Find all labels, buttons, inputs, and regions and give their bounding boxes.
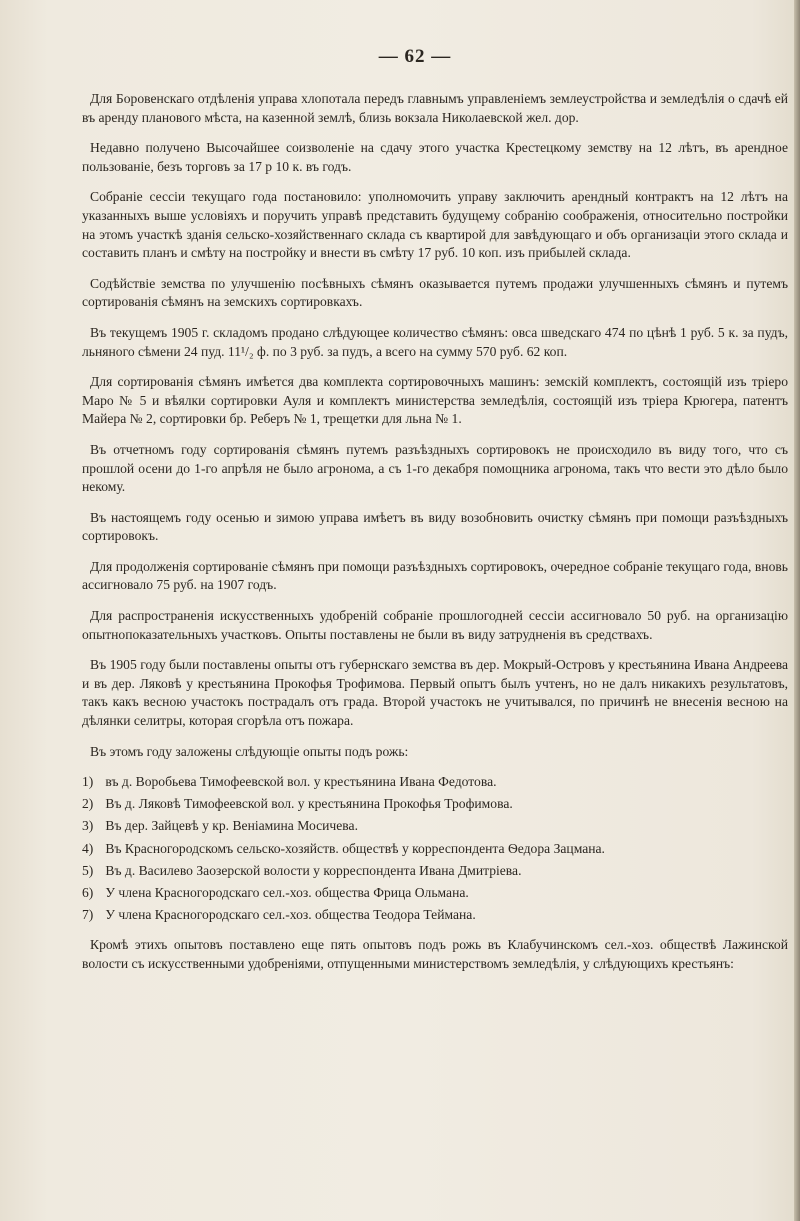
list-item [82,817,788,836]
list-item-number: 3) [82,818,94,834]
paragraph: Въ 1905 году были поставлены опыты отъ губернскаго земства въ дер. Мокрый-Островъ у крестьянина Ивана Андреева и въ дер. Ляковѣ у крестьянина Прокофья Трофимова. Первый опытъ былъ учтенъ, но не далъ никакихъ результатовъ, такъ какъ весною участокъ пострадалъ отъ града. Второй участокъ не учитывался, по причинѣ не внесенія весною на дѣлянки селитры, которая сгорѣла отъ пожара. [82,657,788,729]
list-item [82,906,788,925]
paragraph: Для Боровенскаго отдѣленія управа хлопотала передъ главнымъ управленіемъ землеустройства и земледѣлія о сдачѣ ей въ аренду планового мѣста, на казенной землѣ, близь вокзала Николаевской жел. дор. [82,91,788,125]
paragraph: Для сортированія сѣмянъ имѣется два комплекта сортировочныхъ машинъ: земскій комплектъ, состоящій изъ тріеро Маро № 5 и вѣялки сортировки Ауля и комплектъ министерства земледѣлія, состоящій изъ тріера Крюгера, патентъ Майера № 2, сортировки бр. Реберъ № 1, трещетки для льна № 1. [82,374,788,427]
paragraph: Недавно получено Высочайшее соизволеніе на сдачу этого участка Крестецкому земству на 12 лѣтъ, въ арендное пользованіе, безъ торговъ за 17 р 10 к. въ годъ. [82,140,788,174]
list-item-text: въ д. Воробьева Тимофеевской вол. у крестьянина Ивана Федотова. [105,774,497,790]
list-item-text: Въ дер. Зайцевѣ у кр. Веніамина Мосичева. [105,818,358,834]
list-item-number: 1) [82,774,94,790]
list-item-text: Въ д. Ляковѣ Тимофеевской вол. у крестьянина Прокофья Трофимова. [105,796,513,812]
list-item [82,884,788,903]
list-item-number: 2) [82,796,94,812]
list-item-number: 7) [82,906,94,922]
paragraph: Содѣйствіе земства по улучшенію посѣвныхъ сѣмянъ оказывается путемъ продажи улучшенныхъ сѣмянъ и путемъ сортированія сѣмянъ на земскихъ сортировкахъ. [82,275,788,310]
list-item-text: У члена Красногородскаго сел.-хоз. общества Фрица Ольмана. [105,884,469,900]
list-item-text: Въ Красногородскомъ сельско-хозяйств. обществѣ у корреспондента Ѳедора Зацмана. [105,840,605,856]
list-item-number: 6) [82,884,94,900]
list-item [82,862,788,881]
paragraph: Для распространенія искусственныхъ удобреній собраніе прошлогодней сессіи ассигновало 50 руб. на организацію опытнопоказательныхъ участковъ. Опыты поставлены не были въ виду затрудненія въ средствахъ. [82,608,788,642]
list-item [82,795,788,814]
paragraph: Въ этомъ году заложены слѣдующіе опыты подъ рожь: [90,743,409,759]
paragraph: Въ текущемъ 1905 г. складомъ продано слѣдующее количество сѣмянъ: овса шведскаго 474 по цѣнѣ 1 руб. 5 к. за пудъ, льняного сѣмени 24 пуд. 11¹/₂ ф. по 3 руб. за пудъ, а всего на сумму 570 руб. 62 коп. [82,324,788,359]
paragraph: Въ настоящемъ году осенью и зимою управа имѣетъ въ виду возобновить очистку сѣмянъ при помощи разъѣздныхъ сортировокъ. [82,509,788,544]
list-item-text: Въ д. Василево Заозерской волости у корреспондента Ивана Дмитріева. [105,862,522,878]
page-number: — 62 — [378,46,452,67]
page-edge [794,0,800,1221]
paragraph: Въ отчетномъ году сортированія сѣмянъ путемъ разъѣздныхъ сортировокъ не происходило въ виду того, что съ прошлой осени до 1-го апрѣля не было агронома, а съ 1-го декабря помощника агронома, такъ что вести это дѣло было некому. [82,441,788,495]
list-item-text: У члена Красногородскаго сел.-хоз. общества Теодора Теймана. [105,906,476,922]
paragraph: Собраніе сессіи текущаго года постановило: уполномочить управу заключить арендный контрактъ на 12 лѣтъ на указанныхъ выше условіяхъ и поручить управѣ представить будущему собранію соображенія, относительно постройки на этомъ участкѣ зданія сельско-хозяйственнаго склада съ квартирой для завѣдующаго и объ организаціи этого склада и составить планъ и смѣту на постройку и внести въ смѣту 17 руб. 10 коп. изъ прибылей склада. [82,189,788,261]
list-item [82,773,788,792]
list-item-number: 5) [82,862,94,878]
experiments-list [82,773,788,924]
closing-paragraph: Кромѣ этихъ опытовъ поставлено еще пять опытовъ подъ рожь въ Клабучинскомъ сел.-хоз. обществѣ Лажинской волости съ искусственными удобреніями, отпущенными министерствомъ земледѣлія, у слѣдующихъ крестьянъ: [82,937,788,971]
list-item-number: 4) [82,840,94,856]
list-item [82,840,788,859]
document-body [82,90,788,974]
paragraph: Для продолженія сортированіе сѣмянъ при помощи разъѣздныхъ сортировокъ, очередное собраніе текущаго года, вновь ассигновало 75 руб. на 1907 годъ. [82,558,788,593]
